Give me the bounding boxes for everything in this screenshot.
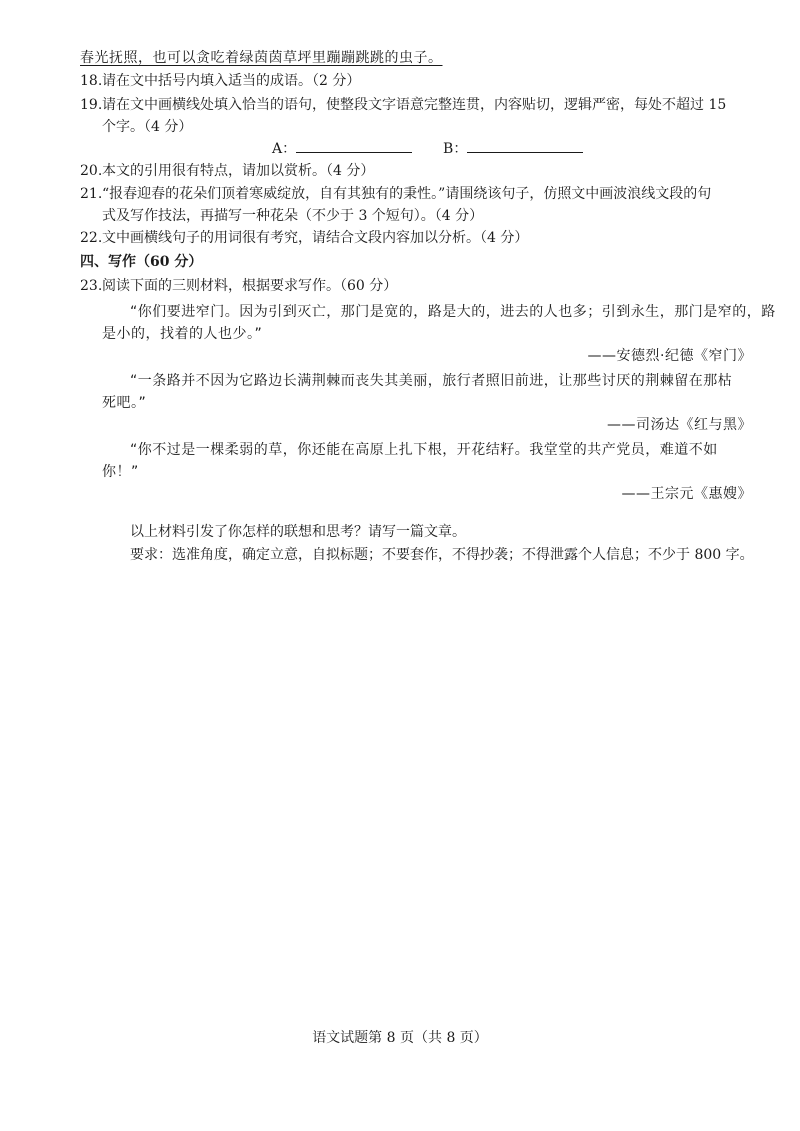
page-footer: 语文试题第 8 页（共 8 页） <box>312 1030 488 1046</box>
section-score: 60 分 <box>150 254 189 270</box>
question-text: 请在文中画横线处填入恰当的语句，使整段文字语意完整连贯，内容贴切，逻辑严密，每处不超过 15 <box>102 97 727 113</box>
top-continuation-line: 春光抚照，也可以贪吃着绿茵茵草坪里蹦蹦跳跳的虫子。 <box>80 50 443 66</box>
question-19-continued: 个字。（4 分） <box>102 119 193 135</box>
question-22 <box>80 228 528 248</box>
quote-1-line-2: 是小的，找着的人也少。” <box>102 326 263 342</box>
blank-b-line[interactable] <box>467 138 583 153</box>
question-text: 文中画横线句子的用词很有考究，请结合文段内容加以分析。（4 分） <box>102 230 529 246</box>
question-19 <box>80 95 726 115</box>
quote-1-line-1: “你们要进窄门。因为引到灭亡，那门是宽的，路是大的，进去的人也多；引到永生，那门是窄的，路 <box>130 304 776 320</box>
question-number: 18. <box>80 73 103 89</box>
writing-prompt: 以上材料引发了你怎样的联想和思考？请写一篇文章。 <box>130 524 466 540</box>
quote-3-source: ——王宗元《惠嫂》 <box>621 486 752 502</box>
blank-a-line[interactable] <box>296 138 412 153</box>
question-21-continued: 式及写作技法，再描写一种花朵（不少于 3 个短句）。（4 分） <box>102 208 484 224</box>
quote-2-line-1: “一条路并不因为它路边长满荆棘而丧失其美丽，旅行者照旧前进，让那些讨厌的荆棘留在那枯 <box>130 373 733 389</box>
quote-3-line-1: “你不过是一棵柔弱的草，你还能在高原上扎下根，开花结籽。我堂堂的共产党员，难道不如 <box>130 442 718 458</box>
question-text: “报春迎春的花朵们顶着寒威绽放，自有其独有的秉性。”请围绕该句子，仿照文中画波浪线文段的句 <box>102 186 712 202</box>
question-23 <box>80 276 397 296</box>
question-18 <box>80 71 360 91</box>
question-number: 21. <box>80 186 103 202</box>
question-text: 本文的引用很有特点，请加以赏析。（4 分） <box>102 163 375 179</box>
question-21 <box>80 184 711 204</box>
question-number: 19. <box>80 97 103 113</box>
blank-b-label: B： <box>443 141 468 157</box>
question-number: 22. <box>80 230 103 246</box>
writing-requirements: 要求：选准角度，确定立意，自拟标题；不要套作，不得抄袭；不得泄露个人信息；不少于 800 字。 <box>130 547 754 563</box>
section-heading-writing: 四、写作（60 分） <box>80 254 203 270</box>
blank-a-label: A： <box>272 141 297 157</box>
quote-2-line-2: 死吧。” <box>102 395 147 411</box>
quote-2-source: ——司汤达《红与黑》 <box>607 417 752 433</box>
question-20 <box>80 161 374 181</box>
question-number: 20. <box>80 163 103 179</box>
answer-blanks <box>272 138 583 159</box>
quote-3-line-2: 你！” <box>102 464 139 480</box>
question-number: 23. <box>80 278 103 294</box>
question-text: 阅读下面的三则材料，根据要求写作。（60 分） <box>102 278 398 294</box>
quote-1-source: ——安德烈·纪德《窄门》 <box>587 348 752 364</box>
question-text: 请在文中括号内填入适当的成语。（2 分） <box>102 73 361 89</box>
